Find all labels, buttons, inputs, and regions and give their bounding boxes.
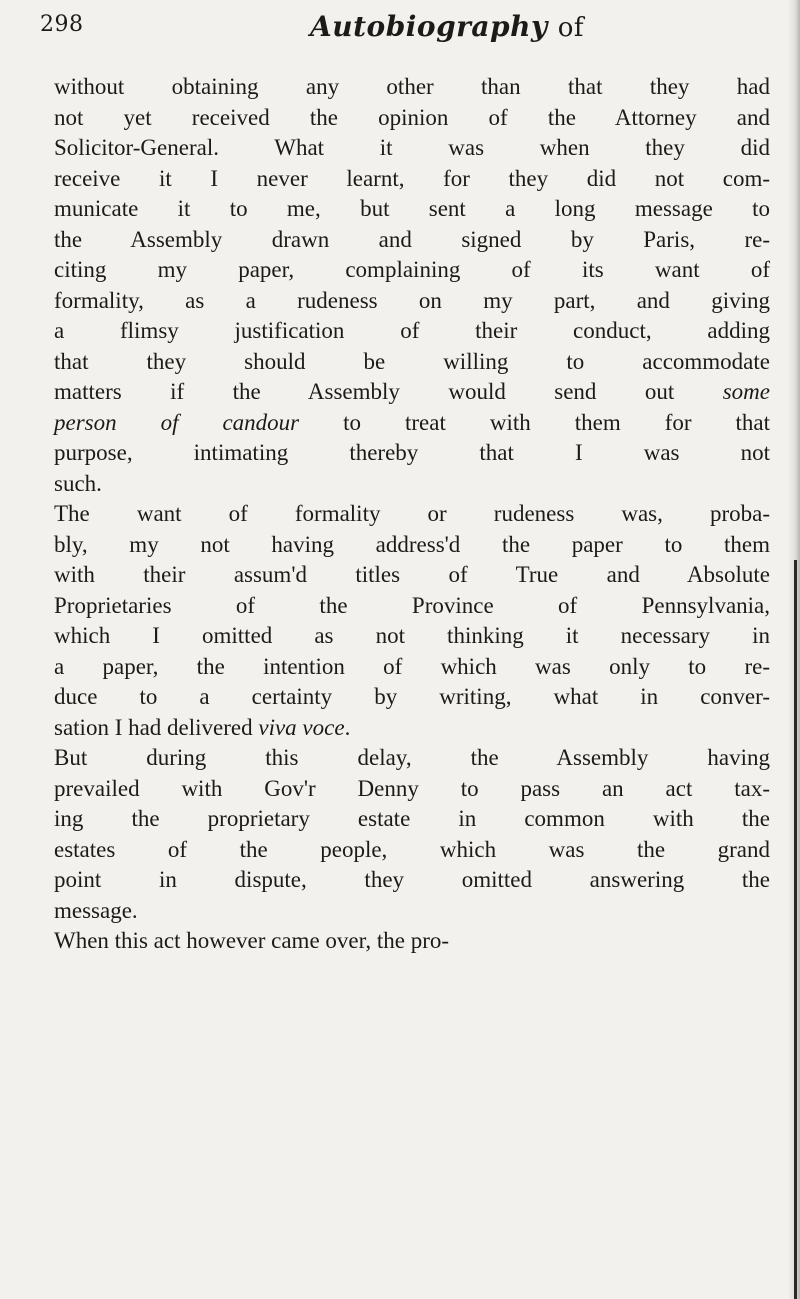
text-line: point in dispute, they omitted answering the [54,867,770,892]
italic-text-run: viva voce [258,714,345,740]
text-line: without obtaining any other than that they had [54,74,770,99]
running-head [40,12,740,48]
text-line: which I omitted as not thinking it necessary in [54,623,770,648]
text-line: ing the proprietary estate in common with the [54,806,770,831]
text-line: not yet received the opinion of the Attorney and [54,104,770,130]
text-line: prevailed with Gov'r Denny to pass an act tax- [54,775,770,801]
text-line: that they should be willing to accommodate [54,348,770,374]
text-line: such. [54,470,102,496]
text-line: message. [54,897,138,923]
running-title-main: Autobiography [310,10,548,43]
text-line: When this act however came over, the pro- [54,928,450,953]
text-line: receive it I never learnt, for they did not com- [54,165,770,191]
text-line: a flimsy justification of their conduct, adding [54,318,770,343]
text-line [54,408,770,439]
body-text [54,72,770,957]
text-run: . [344,714,351,740]
text-run: sation I had delivered [54,714,259,740]
text-line: with their assum'd titles of True and Absolute [54,562,770,587]
text-line: The want of formality or rudeness was, proba- [54,501,770,526]
text-line [54,713,770,744]
text-line: municate it to me, but sent a long message to [54,196,770,221]
text-line: citing my paper, complaining of its want of [54,257,770,282]
paragraph [54,72,770,499]
text-line: duce to a certainty by writing, what in conver- [54,684,770,709]
text-line: formality, as a rudeness on my part, and giving [54,287,770,313]
text-line: Proprietaries of the Province of Pennsylvania, [54,592,770,618]
text-run: matters if the Assembly would send out [54,379,723,404]
paragraph [54,743,770,926]
paragraph [54,499,770,743]
text-line: purpose, intimating thereby that I was not [54,440,770,465]
italic-text-run: person of candour [54,409,300,435]
text-line: bly, my not having address'd the paper to them [54,531,770,557]
text-line: Solicitor-General. What it was when they did [54,135,770,160]
page-edge-line [794,560,797,1299]
text-run: to treat with them for that [299,409,770,435]
italic-text-run: some [722,379,770,404]
running-title [310,10,584,43]
running-title-suffix: of [557,13,585,43]
text-line: a paper, the intention of which was only to re- [54,653,770,679]
text-line [54,377,770,408]
text-line: the Assembly drawn and signed by Paris, re- [54,226,770,252]
paragraph [54,926,770,957]
page-number: 298 [40,12,84,37]
text-line: estates of the people, which was the grand [54,836,770,862]
text-line: But during this delay, the Assembly having [54,745,770,770]
